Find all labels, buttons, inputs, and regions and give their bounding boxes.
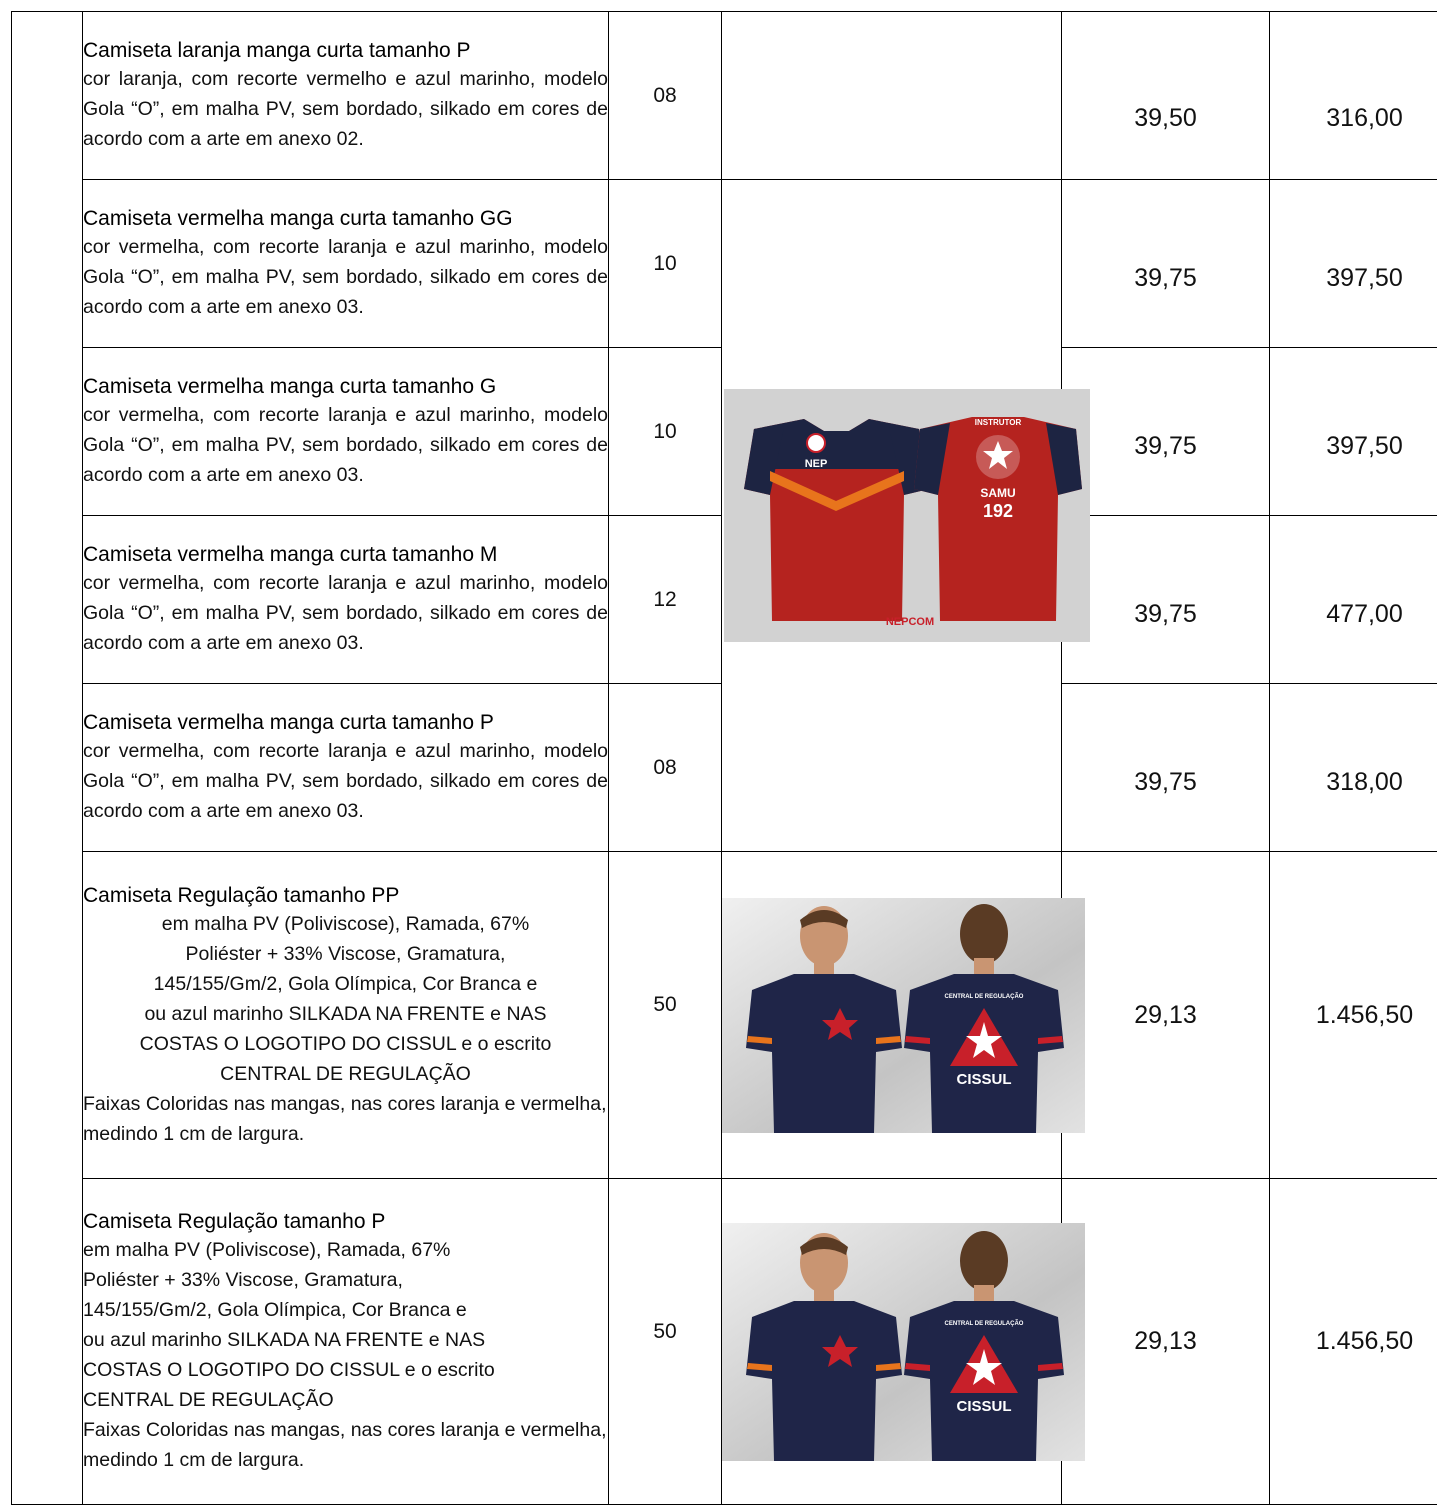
item-description [83,516,609,684]
front-logo-text: NEP [805,458,828,470]
item-quantity: 12 [609,516,722,684]
item-title: Camiseta Regulação tamanho P [83,1208,608,1235]
item-description [83,852,609,1179]
desc-line: COSTAS O LOGOTIPO DO CISSUL e o escrito [83,1029,608,1059]
item-description [83,12,609,180]
table-row [12,12,1437,180]
item-title: Camiseta vermelha manga curta tamanho M [83,541,608,568]
unit-price: 39,75 [1062,600,1269,629]
total-price: 316,00 [1270,104,1437,133]
shirt-illustration [724,389,1090,642]
model-photo [722,898,1085,1133]
unit-price: 39,75 [1062,264,1269,293]
desc-line: 145/155/Gm/2, Gola Olímpica, Cor Branca e [83,1295,608,1325]
item-text: cor vermelha, com recorte laranja e azul marinho, modelo Gola “O”, em malha PV, sem bordado, silkado em cores de acordo com a arte em anexo 03. [83,400,608,490]
unit-price: 39,75 [1062,768,1269,797]
item-title: Camiseta vermelha manga curta tamanho GG [83,205,608,232]
item-text [83,1235,608,1415]
item-text: cor laranja, com recorte vermelho e azul marinho, modelo Gola “O”, em malha PV, sem bordado, silkado em cores de acordo com a arte em anexo 02. [83,64,608,154]
desc-line: em malha PV (Poliviscose), Ramada, 67% [83,1235,608,1265]
margin-column [12,12,83,1505]
item-image-cell [722,180,1062,852]
total-price: 1.456,50 [1270,1001,1437,1030]
item-extra-text: Faixas Coloridas nas mangas, nas cores laranja e vermelha, medindo 1 cm de largura. [83,1089,608,1149]
unit-price: 39,50 [1062,104,1269,133]
model-illustration [722,1223,1085,1461]
total-price: 397,50 [1270,432,1437,461]
total-price: 1.456,50 [1270,1327,1437,1356]
item-quantity: 10 [609,348,722,516]
item-description [83,684,609,852]
back-mid-text: SAMU [980,486,1015,500]
item-description [83,348,609,516]
item-quantity: 50 [609,1179,722,1505]
item-text: cor vermelha, com recorte laranja e azul marinho, modelo Gola “O”, em malha PV, sem bordado, silkado em cores de acordo com a arte em anexo 03. [83,232,608,322]
total-price: 477,00 [1270,600,1437,629]
desc-line: CENTRAL DE REGULAÇÃO [83,1059,608,1089]
item-title: Camiseta vermelha manga curta tamanho G [83,373,608,400]
item-text: cor vermelha, com recorte laranja e azul marinho, modelo Gola “O”, em malha PV, sem bordado, silkado em cores de acordo com a arte em anexo 03. [83,736,608,826]
unit-price: 29,13 [1062,1001,1269,1030]
total-price: 397,50 [1270,264,1437,293]
item-title: Camiseta laranja manga curta tamanho P [83,37,608,64]
item-extra-text: Faixas Coloridas nas mangas, nas cores laranja e vermelha, medindo 1 cm de largura. [83,1415,608,1475]
unit-price: 29,13 [1062,1327,1269,1356]
unit-price: 39,75 [1062,432,1269,461]
desc-line: COSTAS O LOGOTIPO DO CISSUL e o escrito [83,1355,608,1385]
desc-line: em malha PV (Poliviscose), Ramada, 67% [83,909,608,939]
item-quantity: 10 [609,180,722,348]
desc-line: 145/155/Gm/2, Gola Olímpica, Cor Branca e [83,969,608,999]
item-image-cell [722,12,1062,180]
item-title: Camiseta Regulação tamanho PP [83,882,608,909]
item-quantity: 08 [609,12,722,180]
photo-back-top: CENTRAL DE REGULAÇÃO [945,993,1024,1000]
total-price: 318,00 [1270,768,1437,797]
desc-line: ou azul marinho SILKADA NA FRENTE e NAS [83,999,608,1029]
item-title: Camiseta vermelha manga curta tamanho P [83,709,608,736]
desc-line: Poliéster + 33% Viscose, Gramatura, [83,939,608,969]
shirt-image [724,389,1090,642]
item-text [83,909,608,1089]
brand-text: NEPCOM [886,616,934,628]
item-image-cell [722,1179,1062,1505]
item-quantity: 08 [609,684,722,852]
desc-line: Poliéster + 33% Viscose, Gramatura, [83,1265,608,1295]
item-image-cell [722,852,1062,1179]
item-quantity: 50 [609,852,722,1179]
item-description [83,1179,609,1505]
photo-back-top: CENTRAL DE REGULAÇÃO [945,1320,1024,1327]
model-illustration [722,898,1085,1133]
items-table [11,11,1437,1505]
item-text: cor vermelha, com recorte laranja e azul marinho, modelo Gola “O”, em malha PV, sem bordado, silkado em cores de acordo com a arte em anexo 03. [83,568,608,658]
desc-line: CENTRAL DE REGULAÇÃO [83,1385,608,1415]
table-row [12,1179,1437,1505]
back-num-text: 192 [983,501,1013,521]
photo-back-logo: CISSUL [956,1398,1011,1415]
item-description [83,180,609,348]
desc-line: ou azul marinho SILKADA NA FRENTE e NAS [83,1325,608,1355]
table-row [12,180,1437,348]
model-photo [722,1223,1085,1461]
back-top-text: INSTRUTOR [975,418,1022,427]
photo-back-logo: CISSUL [956,1071,1011,1088]
table-row [12,852,1437,1179]
